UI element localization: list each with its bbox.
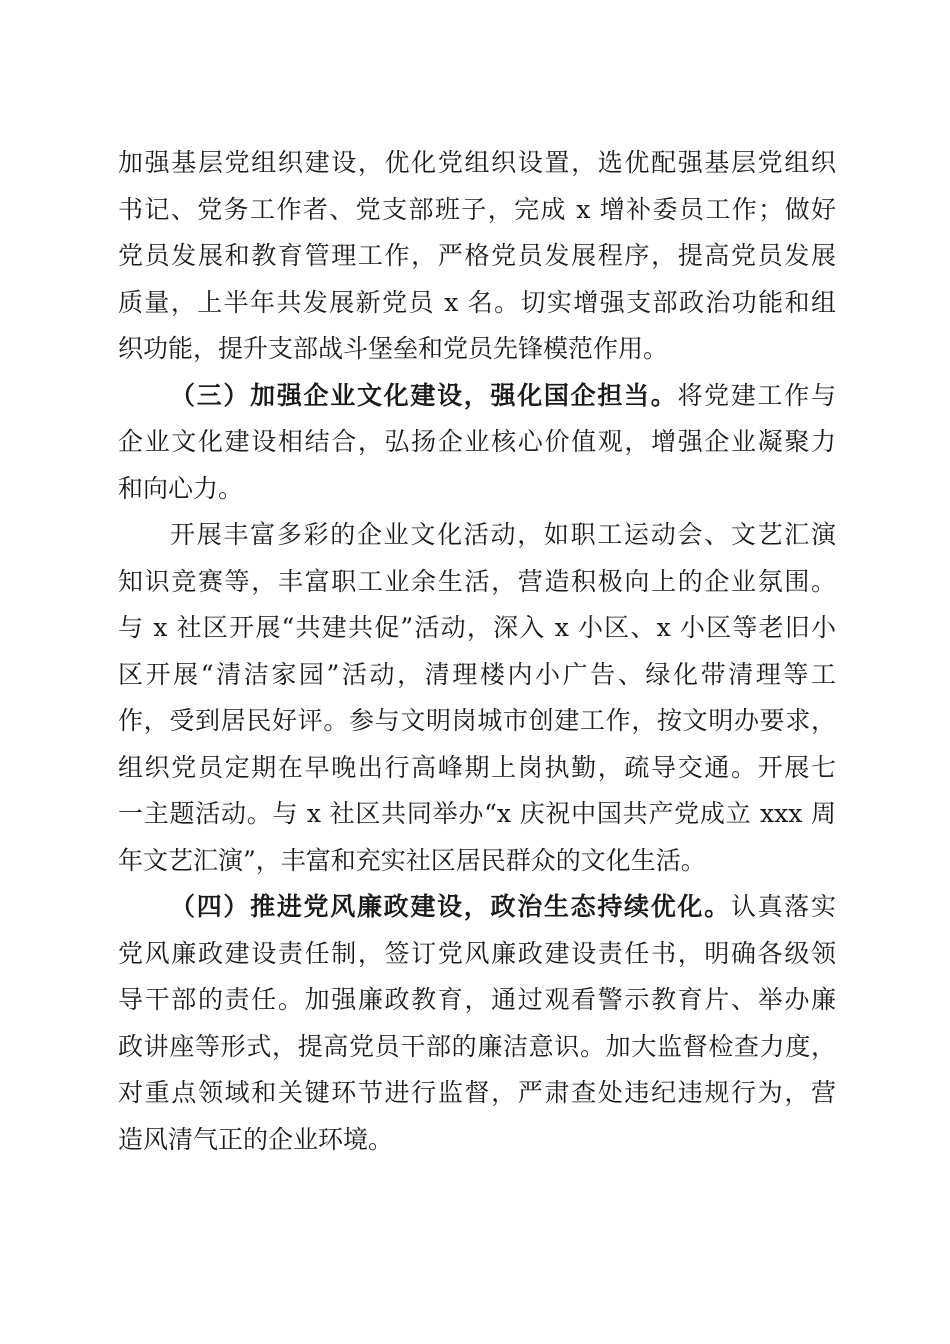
text-span: 认真落实 — [730, 892, 836, 921]
text-line: 作，受到居民好评。参与文明岗城市创建工作，按文明办要求， — [118, 706, 836, 735]
text-line: 对重点领域和关键环节进行监督，严肃查处违纪违规行为，营 — [118, 1078, 836, 1107]
text-line: 党员发展和教育管理工作，严格党员发展程序，提高党员发展 — [118, 241, 836, 270]
text-line: 质量，上半年共发展新党员 x 名。切实增强支部政治功能和组 — [118, 287, 836, 317]
section-heading: （三）加强企业文化建设，强化国企担当。 — [170, 380, 678, 410]
text-line: 年文艺汇演”，丰富和充实社区居民群众的文化生活。 — [118, 845, 706, 875]
text-line — [118, 884, 836, 931]
text-line: 导干部的责任。加强廉政教育，通过观看警示教育片、举办廉 — [118, 985, 836, 1014]
text-line: 开展丰富多彩的企业文化活动，如职工运动会、文艺汇演 — [170, 520, 836, 549]
paragraph-section-4 — [118, 884, 836, 1163]
text-line: 政讲座等形式，提高党员干部的廉洁意识。加大监督检查力度， — [118, 1031, 836, 1061]
text-line — [118, 373, 836, 420]
text-line: 加强基层党组织建设，优化党组织设置，选优配强基层党组织 — [118, 148, 836, 177]
text-line: 党风廉政建设责任制，签订党风廉政建设责任书，明确各级领 — [118, 938, 836, 968]
section-heading: （四）推进党风廉政建设，政治生态持续优化。 — [170, 892, 731, 921]
paragraph-party-organization — [118, 140, 836, 373]
text-line: 造风清气正的企业环境。 — [118, 1124, 394, 1154]
text-line: 知识竞赛等，丰富职工业余生活，营造积极向上的企业氛围。 — [118, 566, 836, 596]
text-span: 将党建工作与 — [677, 380, 836, 410]
text-line: 区开展“清洁家园”活动，清理楼内小广告、绿化带清理等工 — [118, 659, 836, 689]
paragraph-cultural-activities — [118, 512, 836, 884]
document-body — [118, 140, 836, 1163]
text-line: 企业文化建设相结合，弘扬企业核心价值观，增强企业凝聚力 — [118, 427, 836, 456]
text-line: 和向心力。 — [118, 473, 244, 503]
paragraph-section-3 — [118, 373, 836, 513]
text-line: 与 x 社区开展“共建共促”活动，深入 x 小区、x 小区等老旧小 — [118, 613, 836, 642]
text-line: 组织党员定期在早晚出行高峰期上岗执勤，疏导交通。开展七 — [118, 752, 836, 782]
text-line: 一主题活动。与 x 社区共同举办“x 庆祝中国共产党成立 xxx 周 — [118, 799, 836, 828]
text-line: 织功能，提升支部战斗堡垒和党员先锋模范作用。 — [118, 334, 669, 363]
text-line: 书记、党务工作者、党支部班子，完成 x 增补委员工作；做好 — [118, 194, 836, 224]
